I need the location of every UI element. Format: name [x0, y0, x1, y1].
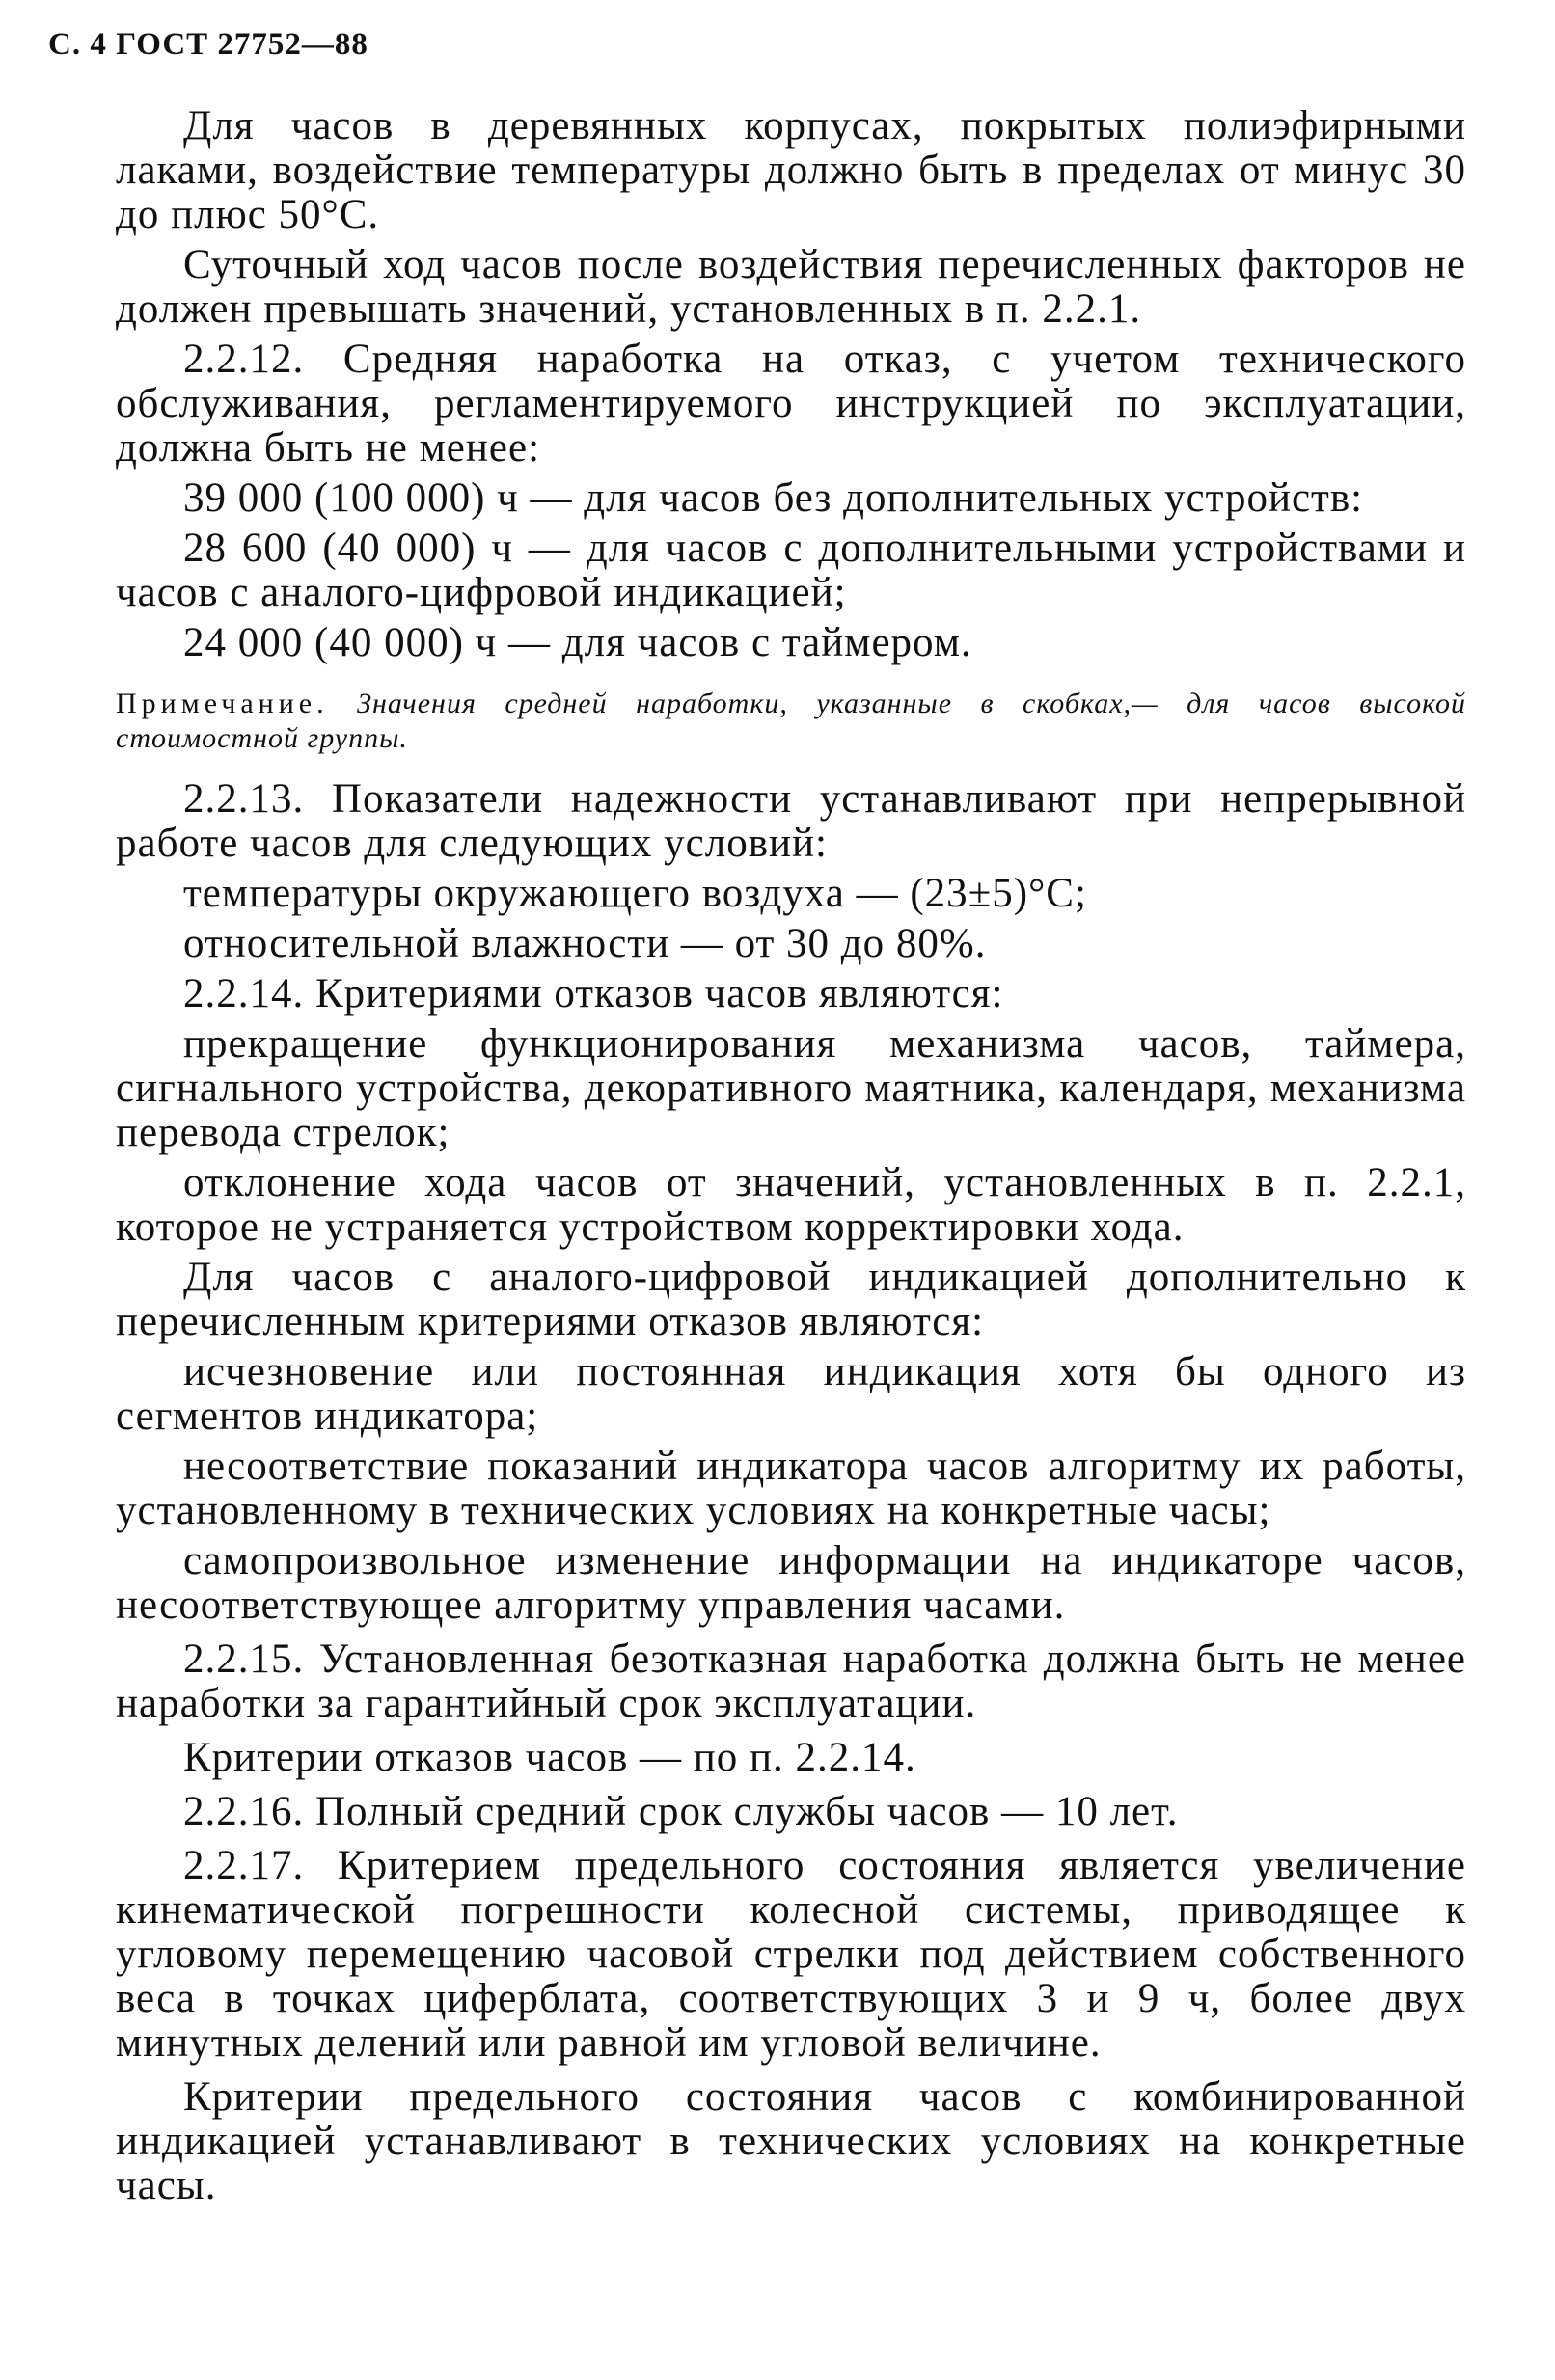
- paragraph: Для часов в деревянных корпусах, покрытых полиэфирными лаками, воздействие температуры должно быть в пределах от минус 30 до плюс 50°С.: [116, 103, 1466, 237]
- list-item: несоответствие показаний индикатора часов алгоритму их работы, установленному в технических условиях на конкретные часы;: [116, 1444, 1466, 1533]
- note: [116, 687, 1466, 756]
- paragraph: Критерии предельного состояния часов с комбинированной индикацией устанавливают в технических условиях на конкретные часы.: [116, 2074, 1466, 2208]
- list-item: прекращение функционирования механизма часов, таймера, сигнального устройства, декоративного маятника, календаря, механизма перевода стрелок;: [116, 1021, 1466, 1155]
- list-item: 24 000 (40 000) ч — для часов с таймером.: [183, 620, 972, 665]
- note-label: Примечание.: [116, 688, 329, 719]
- paragraph: Суточный ход часов после воздействия перечисленных факторов не должен превышать значений, установленных в п. 2.2.1.: [116, 242, 1466, 332]
- note-text: Значения средней наработки, указанные в скобках,— для часов высокой стоимостной группы.: [116, 688, 1467, 754]
- clause-2-2-17: 2.2.17. Критерием предельного состояния является увеличение кинематической погрешности колесной системы, приводящее к угловому перемещению часовой стрелки под действием собственного веса в точках циферблата, соответствующих 3 и 9 ч, более двух минутных делений или равной им угловой величине.: [116, 1843, 1466, 2066]
- list-item: исчезновение или постоянная индикация хотя бы одного из сегментов индикатора;: [116, 1349, 1466, 1439]
- list-item: отклонение хода часов от значений, установленных в п. 2.2.1, которое не устраняется устройством корректировки хода.: [116, 1160, 1466, 1250]
- clause-2-2-16: 2.2.16. Полный средний срок службы часов — 10 лет.: [183, 1789, 1179, 1834]
- list-item: относительной влажности — от 30 до 80%.: [183, 921, 987, 966]
- paragraph: Критерии отказов часов — по п. 2.2.14.: [183, 1735, 916, 1780]
- page-header: С. 4 ГОСТ 27752—88: [48, 27, 368, 62]
- list-item: 28 600 (40 000) ч — для часов с дополнительными устройствами и часов с аналого-цифровой индикацией;: [116, 526, 1466, 615]
- list-item: температуры окружающего воздуха — (23±5)°С;: [183, 871, 1087, 916]
- paragraph: Для часов с аналого-цифровой индикацией дополнительно к перечисленным критериями отказов являются:: [116, 1255, 1466, 1344]
- document-body: [116, 104, 1466, 2208]
- clause-2-2-13: 2.2.13. Показатели надежности устанавливают при непрерывной работе часов для следующих условий:: [116, 776, 1466, 866]
- list-item: 39 000 (100 000) ч — для часов без дополнительных устройств:: [183, 475, 1364, 521]
- list-item: самопроизвольное изменение информации на индикаторе часов, несоответствующее алгоритму управления часами.: [116, 1538, 1466, 1628]
- clause-2-2-15: 2.2.15. Установленная безотказная наработка должна быть не менее наработки за гарантийный срок эксплуатации.: [116, 1636, 1466, 1726]
- clause-2-2-12: 2.2.12. Средняя наработка на отказ, с учетом технического обслуживания, регламентируемого инструкцией по эксплуатации, должна быть не менее:: [116, 337, 1466, 471]
- clause-2-2-14: 2.2.14. Критериями отказов часов являются:: [183, 971, 1004, 1016]
